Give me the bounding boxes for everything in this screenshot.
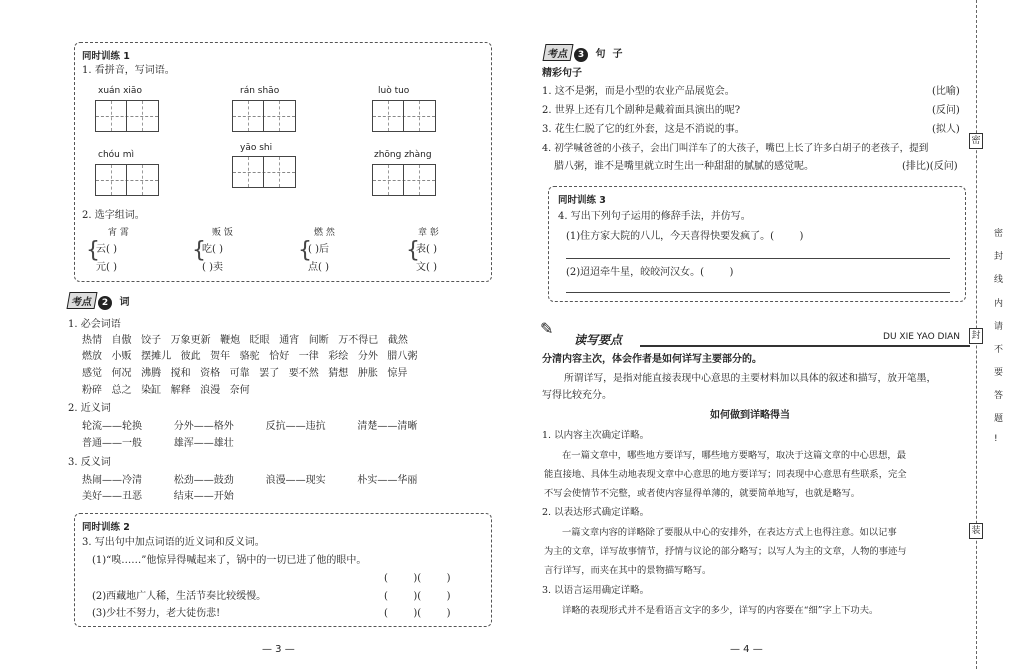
paragraph: 在一篇文章中，哪些地方要详写，哪些地方要略写，取决于这篇文章的中心思想，最	[562, 450, 906, 461]
pinyin-label: chóu mì	[98, 150, 134, 160]
page-number: — 4 —	[730, 644, 763, 655]
question-3: 3. 写出句中加点词语的近义词和反义词。	[82, 537, 265, 548]
pinyin-label: xuán xiāo	[98, 86, 142, 96]
sentence: 1. 这不是粥，而是小型的农业产品展览会。	[542, 86, 735, 97]
writing-grid[interactable]	[95, 100, 159, 132]
answer-blank[interactable]: ( )( )	[384, 608, 451, 619]
seal-mark: 封	[969, 328, 983, 344]
paragraph: 一篇文章内容的详略除了要服从中心的安排外，在表达方式上也得注意。如以记事	[562, 527, 897, 538]
answer-blank[interactable]: ( )( )	[384, 573, 451, 584]
question-4: 4. 写出下列句子运用的修辞手法，并仿写。	[558, 211, 751, 222]
reading-pinyin: DU XIE YAO DIAN	[883, 332, 960, 342]
fill-blank[interactable]: 吃( )	[202, 244, 223, 255]
pencil-icon: ✎	[540, 319, 554, 338]
sentence[interactable]: (1)住方家大院的八儿，今天喜得快要发疯了。( )	[566, 231, 804, 242]
paragraph: 能直接地、具体生动地表现文章中心意思的地方要详写；同表现中心意思有些联系，完全	[544, 469, 907, 480]
seal-mark: 密	[969, 133, 983, 149]
rhetoric-tag: (排比)(反问)	[902, 161, 958, 172]
practice-title: 同时训练 1	[82, 51, 130, 62]
fill-blank[interactable]: ( )后	[308, 244, 329, 255]
paragraph: 言行详写，而夹在其中的景物描写略写。	[544, 565, 712, 576]
char-pair: 章 彰	[418, 228, 439, 238]
seal-text: 不	[994, 345, 1004, 355]
seal-text: 密	[994, 229, 1004, 239]
seal-text: 线	[994, 275, 1004, 285]
fill-blank[interactable]: 元( )	[96, 262, 117, 273]
paragraph: 所谓详写，是指对能直接表现中心意思的主要材料加以具体的叙述和描写，放开笔墨，	[564, 373, 937, 384]
pinyin-label: zhōng zhàng	[374, 150, 432, 160]
seal-text: 要	[994, 368, 1004, 378]
seal-text: !	[994, 434, 998, 444]
word-line: 美好——丑恶 结束——开始	[82, 491, 234, 502]
fill-blank[interactable]: 表( )	[416, 244, 437, 255]
fill-blank[interactable]: 点( )	[308, 262, 329, 273]
seal-text: 答	[994, 391, 1004, 401]
fill-blank[interactable]: ( )卖	[202, 262, 223, 273]
word-line: 燃放 小贩 摆摊儿 彼此 贺年 骆驼 恰好 一律 彩绘 分外 腊八粥	[82, 351, 418, 362]
sentence[interactable]: (2)迢迢牵牛星，皎皎河汉女。( )	[566, 267, 734, 278]
fill-blank[interactable]: 文( )	[416, 262, 437, 273]
writing-grid[interactable]	[372, 100, 436, 132]
brace: {	[406, 238, 420, 263]
rhetoric-tag: (反问)	[932, 105, 960, 116]
center-heading: 如何做到详略得当	[710, 410, 790, 421]
practice-title: 同时训练 3	[558, 195, 606, 206]
char-pair: 宵 霄	[108, 228, 129, 238]
subheading: 精彩句子	[542, 68, 582, 79]
answer-line[interactable]	[566, 258, 950, 259]
reading-header	[540, 319, 970, 347]
seal-mark: 装	[969, 523, 983, 539]
answer-blank[interactable]: ( )( )	[384, 591, 451, 602]
seal-text: 封	[994, 252, 1004, 262]
section-badge	[68, 292, 129, 310]
word-line: 热闹——冷清 松劲——鼓劲 浪漫——现实 朴实——华丽	[82, 475, 418, 486]
sentence: 腊八粥，谁不是嘴里就立时生出一种甜甜的腻腻的感觉呢。	[554, 161, 814, 172]
writing-grid[interactable]	[232, 156, 296, 188]
practice-title: 同时训练 2	[82, 522, 130, 533]
left-page	[62, 0, 492, 669]
paragraph: 为主的文章，详写故事情节，抒情与议论的部分略写；以写人为主的文章，人物的事迹与	[544, 546, 907, 557]
sentence: 2. 世界上还有几个剧种是戴着面具演出的呢?	[542, 105, 741, 116]
paragraph: 详略的表现形式并不是看语言文字的多少，详写的内容要在“细”字上下功夫。	[562, 605, 879, 616]
seal-text: 题	[994, 414, 1004, 424]
binding-strip	[969, 0, 1024, 669]
right-page	[540, 0, 970, 669]
badge-number: 2	[98, 296, 112, 310]
method-heading: 2. 以表达形式确定详略。	[542, 507, 650, 518]
word-line: 感觉 何况 沸腾 搅和 资格 可靠 罢了 要不然 猜想 肿胀 惊异	[82, 368, 408, 379]
brace: {	[298, 238, 312, 263]
sentence: (1)“嗅……”他惊异得喊起来了，锅中的一切已进了他的眼中。	[92, 555, 367, 566]
section-title: 句 子	[595, 49, 623, 60]
writing-grid[interactable]	[372, 164, 436, 196]
header-rule	[640, 345, 970, 347]
method-heading: 1. 以内容主次确定详略。	[542, 430, 650, 441]
badge-label: 考点	[543, 44, 574, 61]
writing-grid[interactable]	[95, 164, 159, 196]
reading-title: 读写要点	[574, 333, 623, 347]
word-line: 热情 自傲 饺子 万象更新 鞭炮 眨眼 通宵 间断 万不得已 截然	[82, 335, 408, 346]
seal-text: 请	[994, 322, 1004, 332]
answer-line[interactable]	[566, 292, 950, 293]
subheading: 3. 反义词	[68, 457, 111, 468]
sentence: 3. 花生仁脱了它的红外套，这是不消说的事。	[542, 124, 745, 135]
question-2: 2. 选字组词。	[82, 210, 145, 221]
subheading: 2. 近义词	[68, 403, 111, 414]
section-title: 词	[119, 297, 130, 308]
paragraph: 写得比较充分。	[542, 390, 612, 401]
word-line: 轮流——轮换 分外——格外 反抗——违抗 清楚——清晰	[82, 421, 418, 432]
section-badge	[544, 44, 622, 62]
char-pair: 燃 然	[314, 228, 335, 238]
practice-box-3	[548, 186, 966, 302]
pinyin-label: luò tuo	[378, 86, 410, 96]
word-line: 普通——一般 雄浑——雄壮	[82, 438, 234, 449]
badge-number: 3	[574, 48, 588, 62]
sentence: (3)少壮不努力，老大徒伤悲!	[92, 608, 221, 619]
word-line: 粉碎 总之 染缸 解释 浪漫 奈何	[82, 385, 250, 396]
lead-text: 分清内容主次，体会作者是如何详写主要部分的。	[542, 354, 762, 365]
rhetoric-tag: (拟人)	[932, 124, 960, 135]
brace: {	[86, 238, 100, 263]
badge-label: 考点	[67, 292, 98, 309]
question-1: 1. 看拼音，写词语。	[82, 65, 175, 76]
subheading: 1. 必会词语	[68, 319, 121, 330]
rhetoric-tag: (比喻)	[932, 86, 960, 97]
writing-grid[interactable]	[232, 100, 296, 132]
sentence: (2)西藏地广人稀，生活节奏比较缓慢。	[92, 591, 267, 602]
char-pair: 贩 饭	[212, 228, 233, 238]
paragraph: 不写会使情节不完整，或者使内容显得单薄的，就要简单地写，也就是略写。	[544, 488, 861, 499]
fill-blank[interactable]: 云( )	[96, 244, 117, 255]
pinyin-label: rán shāo	[240, 86, 280, 96]
seal-text: 内	[994, 299, 1004, 309]
page-number: — 3 —	[262, 644, 295, 655]
method-heading: 3. 以语言运用确定详略。	[542, 585, 650, 596]
sentence: 4. 初学喊爸爸的小孩子，会出门叫洋车了的大孩子，嘴巴上长了许多白胡子的老孩子，提到	[542, 143, 929, 154]
pinyin-label: yāo shi	[240, 143, 273, 153]
brace: {	[192, 238, 206, 263]
